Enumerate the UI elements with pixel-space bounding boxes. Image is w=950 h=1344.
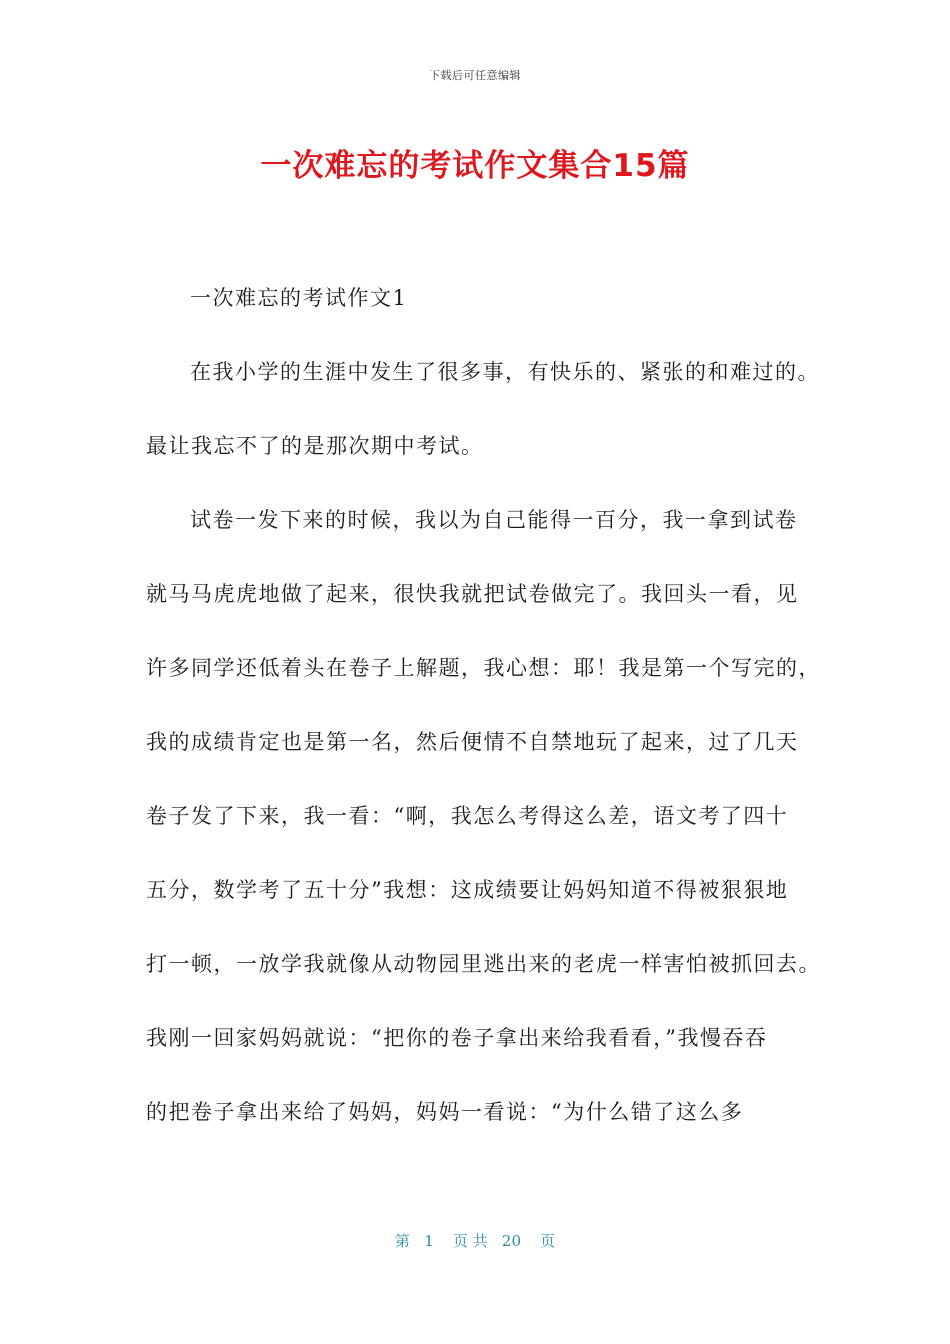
paragraph-line: 我刚一回家妈妈就说：“把你的卷子拿出来给我看看，”我慢吞吞 [146,1026,768,1050]
paragraph-line: 在我小学的生涯中发生了很多事，有快乐的、紧张的和难过的。 [190,360,820,384]
paragraph-line: 许多同学还低着头在卷子上解题，我心想：耶！我是第一个写完的， [146,656,821,680]
document-body [146,261,821,1149]
paragraph-line: 最让我忘不了的是那次期中考试。 [146,434,484,458]
paragraph-line: 五分，数学考了五十分”我想：这成绩要让妈妈知道不得被狠狠地 [146,878,789,902]
header-note: 下载后可任意编辑 [429,69,521,82]
section-heading: 一次难忘的考试作文1 [190,286,408,310]
document-title: 一次难忘的考试作文集合15篇 [260,148,690,184]
paragraph-line: 我的成绩肯定也是第一名，然后便情不自禁地玩了起来，过了几天 [146,730,799,754]
paragraph-line: 卷子发了下来，我一看：“啊，我怎么考得这么差，语文考了四十 [146,804,789,828]
paragraph-line: 试卷一发下来的时候，我以为自己能得一百分，我一拿到试卷 [190,508,798,532]
page-number-footer: 第 1 页 共 20 页 [394,1232,556,1250]
paragraph-line: 的把卷子拿出来给了妈妈，妈妈一看说：“为什么错了这么多 [146,1100,744,1124]
paragraph-line: 就马马虎虎地做了起来，很快我就把试卷做完了。我回头一看，见 [146,582,799,606]
paragraph-line: 打一顿，一放学我就像从动物园里逃出来的老虎一样害怕被抓回去。 [146,952,821,976]
